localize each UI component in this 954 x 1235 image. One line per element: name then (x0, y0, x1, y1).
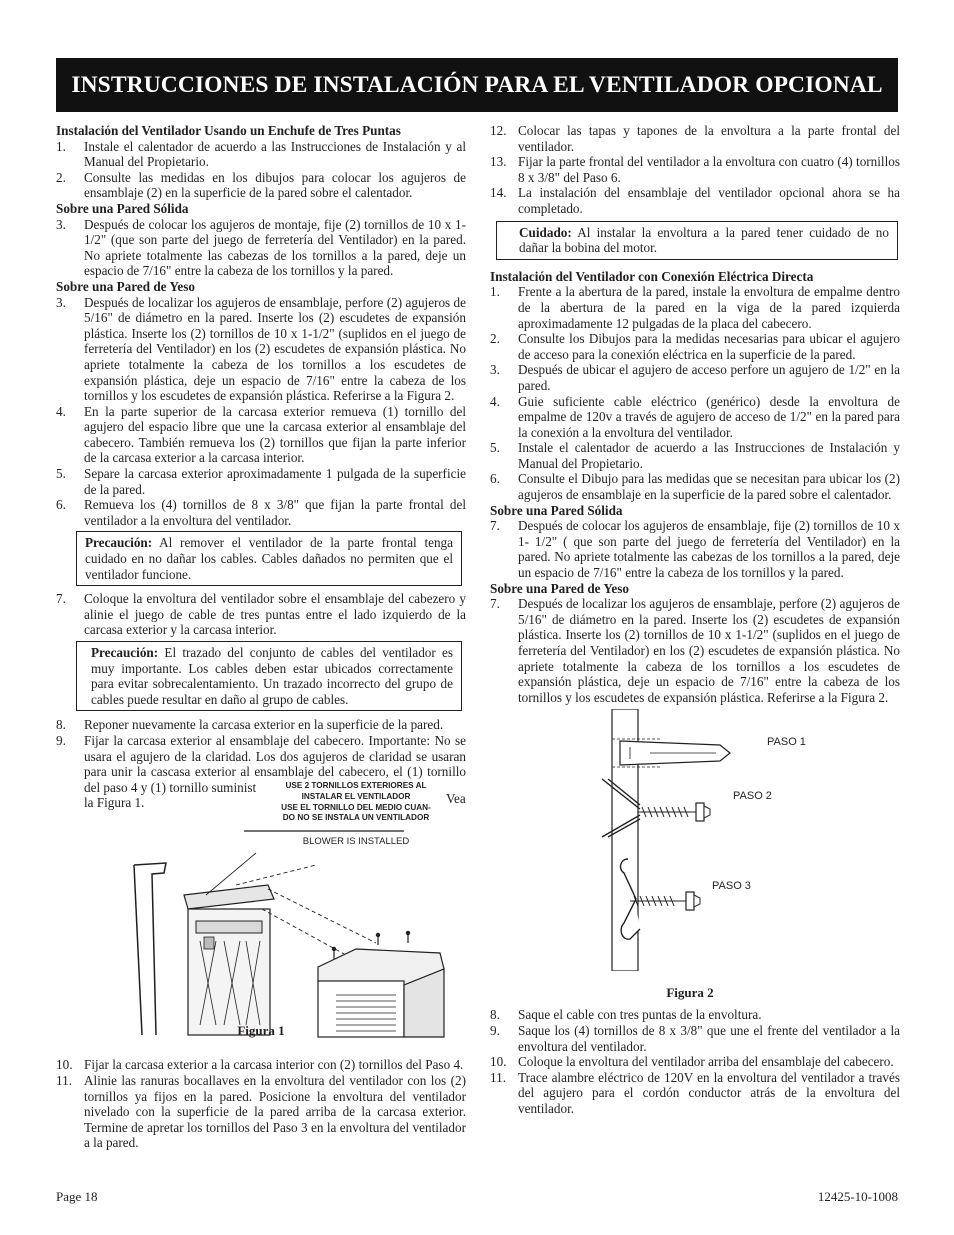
list-item (490, 362, 900, 393)
list-item-text: Separe la carcasa exterior aproximadamente 1 pulgada de la superficie de la pared. (84, 466, 466, 497)
left-column (56, 123, 466, 1151)
list-item-text: La instalación del ensamblaje del ventilador opcional ahora se ha completado. (518, 185, 900, 216)
list-item-text: Instale el calentador de acuerdo a las Instrucciones de Instalación y Manual del Propietario. (518, 440, 900, 471)
caution-box-wires (76, 531, 462, 586)
list-item-number: 6. (490, 471, 500, 487)
list-right-a (490, 123, 900, 217)
list-item (490, 596, 900, 705)
note-line: USE EL TORNILLO DEL MEDIO CUAN- (281, 802, 431, 812)
list-item-number: 4. (56, 403, 66, 419)
figure-2 (490, 709, 900, 999)
list-item (56, 497, 466, 528)
list-item (56, 466, 466, 497)
list-item (490, 123, 900, 154)
list-item-number: 7. (490, 518, 500, 534)
list-item-number: 3. (56, 216, 66, 232)
caution-text: El trazado del conjunto de cables del ventilador es muy importante. Los cables deben estar ubicados correctamente para evitar sobrecalentamiento. Un trazado incorrecto del grupo de cables puede resultar en daño al grupo de cables. (91, 645, 453, 707)
list-item-text: Reponer nuevamente la carcasa exterior en la superficie de la pared. (84, 717, 444, 733)
list-item-number: 12. (490, 123, 507, 138)
note-line: USE 2 TORNILLOS EXTERIORES AL (285, 781, 427, 791)
figure-1-english-label: BLOWER IS INSTALLED (302, 836, 410, 848)
document-code: 12425-10-1008 (817, 1189, 898, 1204)
list-right-d (490, 596, 900, 705)
right-column (490, 123, 900, 1117)
list-item (490, 1054, 900, 1070)
list-item-text: Saque los (4) tornillos de 8 x 3/8" que une el frente del ventilador a la envoltura del ventilador. (518, 1022, 900, 1054)
list-item-number: 3. (490, 362, 500, 378)
list-item-text: Alinie las ranuras bocallaves en la envoltura del ventilador con los (2) tornillos ya fijos en la pared. Posicione la envoltura del ventilador nivelado con la superficie de la pared arriba de la carcasa exterior. Termine de apretar los tornillos del Paso 3 en la envoltura del ventilador a la pared. (84, 1072, 466, 1151)
list-item-number: 5. (490, 440, 500, 456)
list-item-number: 1. (490, 284, 500, 300)
list-item (56, 717, 466, 733)
caution-box-wire-routing (76, 641, 462, 711)
section-heading-solid-wall: Sobre una Pared Sólida (56, 200, 189, 216)
section-heading-three-prong: Instalación del Ventilador Usando un Enchufe de Tres Puntas (56, 123, 401, 138)
list-item-text: Saque el cable con tres puntas de la envoltura. (518, 1007, 762, 1023)
page-number: Page 18 (56, 1189, 98, 1204)
list-item (490, 1070, 900, 1117)
list-item-text: Consulte el Dibujo para las medidas que se necesitan para ubicar los (2) agujeros de ensamblaje en la superficie de la pared sobre el calentador. (518, 471, 900, 503)
step-1-label: PASO 1 (767, 736, 806, 749)
figure-1-caption: Figura 1 (237, 1023, 285, 1039)
list-item-number: 9. (490, 1022, 500, 1038)
list-item (490, 471, 900, 502)
list-item-text: Después de ubicar el agujero de acceso perfore un agujero de 1/2" en la pared. (518, 362, 900, 393)
list-left-c (56, 295, 466, 529)
list-item-number: 8. (56, 717, 66, 733)
list-left-b (56, 217, 466, 279)
list-item (56, 1057, 466, 1073)
list-item (56, 404, 466, 466)
list-item-number: 9. (56, 732, 66, 748)
list-item-text: Fijar la carcasa exterior a la carcasa interior con (2) tornillos del Paso 4. (84, 1057, 464, 1073)
list-left-f (56, 1057, 466, 1151)
list-left-d (56, 591, 466, 638)
list-item (56, 139, 466, 170)
figure-2-caption: Figura 2 (666, 985, 714, 1001)
step-2-label: PASO 2 (733, 790, 772, 803)
list-item-text: Después de colocar los agujeros de ensamblaje, fije (2) tornillos de 10 x 1- 1/2" ( que son parte del juego de ferretería del Ventilador) en la pared. No apriete totalmente las cabezas de los tornillos a la pared, deje un espacio de 7/16" entre la cabeza de los tornillos y la pared. (518, 518, 900, 581)
caution-box-motor-coil (496, 221, 898, 260)
section-heading-drywall: Sobre una Pared de Yeso (490, 580, 629, 596)
list-right-e (490, 1007, 900, 1116)
item9-tail-line: la Figura 1. (84, 795, 145, 811)
list-item-text: En la parte superior de la carcasa exterior remueva (1) tornillo del agujero del espacio libre que une la carcasa exterior al ensamblaje del cabecero. También remueva los (2) tornillos que fijan la parte inferior de la carcasa exterior a la carcasa interior. (84, 403, 466, 466)
caution-label: Cuidado: (519, 224, 572, 240)
list-item-number: 7. (56, 591, 66, 607)
list-item-number: 1. (56, 138, 66, 154)
list-item-number: 11. (490, 1069, 506, 1085)
section-heading-drywall: Sobre una Pared de Yeso (56, 278, 195, 294)
list-item-number: 10. (490, 1054, 507, 1070)
list-item-text: Fijar la carcasa exterior al ensamblaje del cabecero. Importante: No se usara el agujero de la claridad. Los dos agujeros de claridad se usaran para unir la cascasa exterior al ensamblaje del cabecero, el (1) tornillo del paso 4 y (1) tornillo suminist (84, 732, 466, 795)
page-title: INSTRUCCIONES DE INSTALACIÓN PARA EL VENTILADOR OPCIONAL (56, 58, 898, 112)
list-item-text: Trace alambre eléctrico de 120V en la envoltura del ventilador a través del agujero para el cordón conductor atrás de la envoltura del ventilador. (518, 1069, 900, 1116)
list-item-number: 14. (490, 185, 507, 201)
list-item (490, 1023, 900, 1054)
list-item-text: Fijar la parte frontal del ventilador a la envoltura con cuatro (4) tornillos 8 x 3/8" del Paso 6. (518, 154, 900, 185)
list-item-number: 3. (56, 294, 66, 310)
list-item-number: 5. (56, 466, 66, 482)
list-item-text: Coloque la envoltura del ventilador arriba del ensamblaje del cabecero. (518, 1054, 894, 1070)
note-line: INSTALAR EL VENTILADOR (301, 791, 411, 801)
section-heading-solid-wall: Sobre una Pared Sólida (490, 502, 623, 518)
list-item (490, 154, 900, 185)
list-item (490, 331, 900, 362)
figure-1-drawing (56, 825, 466, 1045)
list-item (490, 284, 900, 331)
note-line: DO NO SE INSTALA UN VENTILADOR (282, 813, 430, 823)
list-item (56, 591, 466, 638)
caution-label: Precaución: (91, 645, 159, 660)
list-item (490, 394, 900, 441)
figure-1-note (256, 781, 456, 823)
list-item-text: Guie suficiente cable eléctrico (genérico) desde la envoltura de empalme de 120v a través de agujero de acceso de 1/2" en la pared para la conexión a la envoltura del ventilador. (518, 393, 900, 440)
section-heading-direct-wire: Instalación del Ventilador con Conexión Eléctrica Directa (490, 268, 814, 284)
list-item-number: 13. (490, 154, 507, 170)
list-item (56, 170, 466, 201)
list-item (490, 1007, 900, 1023)
list-item-number: 8. (490, 1007, 500, 1023)
list-item-text: Consulte las medidas en los dibujos para colocar los agujeros de ensamblaje (2) en la superficie de la pared sobre el calentador. (84, 169, 466, 201)
step-3-label: PASO 3 (712, 880, 751, 893)
list-right-b (490, 284, 900, 502)
list-item-number: 4. (490, 393, 500, 409)
list-item (56, 295, 466, 404)
list-item (490, 518, 900, 580)
list-item (490, 185, 900, 216)
list-item (56, 217, 466, 279)
caution-text: Al instalar la envoltura a la pared tener cuidado de no dañar la bobina del motor. (519, 224, 889, 256)
list-item-number: 2. (56, 169, 66, 185)
list-item-text: Frente a la abertura de la pared, instale la envoltura de empalme dentro de la abertura de la pared en la viga de la pared izquierda aproximadamente 12 pulgadas de la placa del cabecero. (518, 284, 900, 331)
list-right-c (490, 518, 900, 580)
list-item-text: Remueva los (4) tornillos de 8 x 3/8" que fijan la parte frontal del ventilador a la envoltura del ventilador. (84, 497, 466, 528)
list-item (56, 1073, 466, 1151)
list-item-number: 11. (56, 1072, 72, 1088)
list-item-text: Colocar las tapas y tapones de la envoltura a la parte frontal del ventilador. (518, 123, 900, 154)
list-item-number: 2. (490, 331, 500, 347)
list-item-text: Coloque la envoltura del ventilador sobre el ensamblaje del cabezero y alinie el juego de cable de tres puntas entre el lado izquierdo de la carcasa exterior y la carcasa interior. (84, 591, 466, 638)
list-item-number: 6. (56, 497, 66, 513)
list-left-a (56, 139, 466, 201)
list-item-text: Instale el calentador de acuerdo a las Instrucciones de Instalación y al Manual del Propietario. (84, 138, 466, 170)
caution-label: Precaución: (85, 535, 153, 551)
list-item-text: Después de localizar los agujeros de ensamblaje, perfore (2) agujeros de 5/16" de diámetro en la pared. Inserte los (2) escudetes de expansión plástica. Inserte los (2) tornillos de 10 x 1-1/2" (suplidos en el juego de ferretería del Ventilador) en los (2) escudetes de expansión plástica. No apriete totalmente la cabeza de los tornillos a los escudetes de expansión plástica, deje un espacio de 7/16" entre la cabeza de los tornillos y los escudetes de expansión plástica. Referirse a la Figura 2. (518, 596, 900, 705)
list-item-text: Después de colocar los agujeros de montaje, fije (2) tornillos de 10 x 1-1/2" (que son parte del juego de ferretería del Ventilador) en la pared. No apriete totalmente las cabezas de los tornillos a la pared, deje un espacio de 7/16" entre la cabeza de los tornillos y la pared. (84, 216, 466, 279)
list-item-number: 7. (490, 596, 500, 612)
list-item-text: Después de localizar los agujeros de ensamblaje, perfore (2) agujeros de 5/16" de diámetro en la pared. Inserte los (2) escudetes de expansión plástica. Inserte los (2) tornillos de 10 x 1-1/2" (suplidos en el juego de ferretería del Ventilador) en los (2) escudetes de expansión plástica. No apriete totalmente la cabeza de los tornillos a los escudetes de expansión plástica, deje un espacio de 7/16" entre la cabeza de los tornillos y los escudetes de expansión plástica. Referirse a la Figura 2. (84, 294, 466, 404)
list-item-number: 10. (56, 1057, 73, 1073)
list-item-text: Consulte los Dibujos para la medidas necesarias para ubicar el agujero de acceso para la conexión eléctrica en la superficie de la pared. (518, 331, 900, 362)
figure-2-drawing (490, 709, 900, 971)
list-item (490, 440, 900, 471)
caution-text: Al remover el ventilador de la parte frontal tenga cuidado en no dañar los cables. Cables dañados no permiten que el ventilador funcione. (85, 535, 453, 582)
item9-tail-right: Vea (446, 791, 466, 806)
